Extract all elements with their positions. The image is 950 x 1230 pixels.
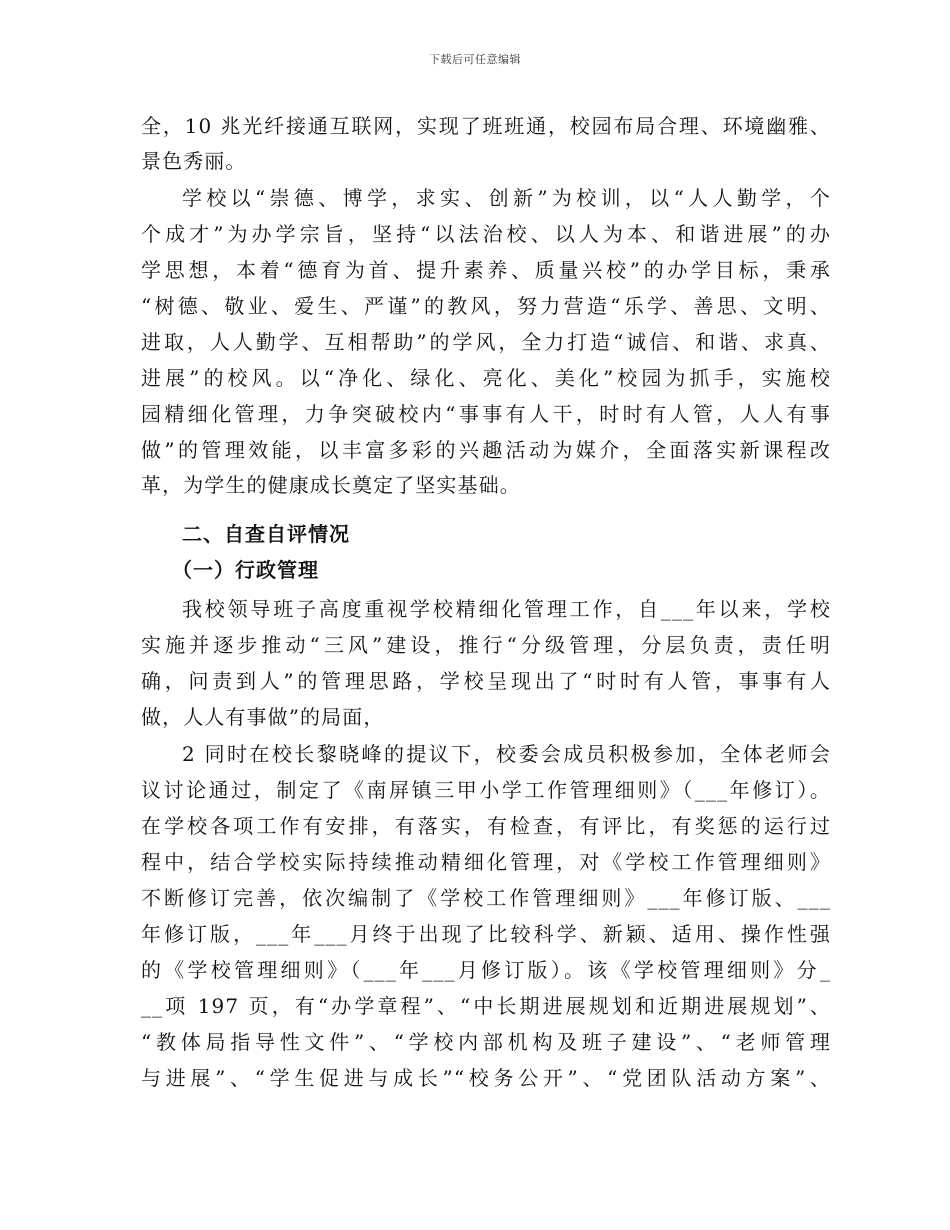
body-line: 年修订版，___年___月终于出现了比较科学、新颖、适用、操作性强: [141, 922, 831, 946]
body-line: 与进展”、“学生促进与成长”“校务公开”、“党团队活动方案”、: [141, 1066, 831, 1090]
body-line: 实施并逐步推动“三风”建设，推行“分级管理，分层负责，责任明: [141, 633, 831, 657]
body-line: 园精细化管理，力争突破校内“事事有人干，时时有人管，人人有事: [141, 402, 831, 426]
body-line: “教体局指导性文件”、“学校内部机构及班子建设”、“老师管理: [141, 1030, 831, 1054]
body-line: 不断修订完善，依次编制了《学校工作管理细则》___年修订版、___: [141, 886, 831, 910]
page-header: 下载后可任意编辑: [429, 53, 521, 66]
body-line: 学思想，本着“德育为首、提升素养、质量兴校”的办学目标，秉承: [141, 258, 831, 282]
body-line: 确，问责到人”的管理思路，学校呈现出了“时时有人管，事事有人: [141, 669, 831, 693]
paragraph-first-line: 我校领导班子高度重视学校精细化管理工作，自___年以来，学校: [182, 597, 831, 621]
body-line: 程中，结合学校实际持续推动精细化管理，对《学校工作管理细则》: [141, 850, 831, 874]
body-line: 景色秀丽。: [141, 149, 247, 173]
section-heading: 二、自查自评情况: [182, 522, 350, 546]
body-line: 的《学校管理细则》（___年___月修订版）。该《学校管理细则》分_: [141, 958, 831, 982]
body-line: 做”的管理效能，以丰富多彩的兴趣活动为媒介，全面落实新课程改: [141, 438, 831, 462]
body-line: 议讨论通过，制定了《南屏镇三甲小学工作管理细则》（___年修订）。: [141, 778, 831, 802]
paragraph-first-line: 2 同时在校长黎晓峰的提议下，校委会成员积极参加，全体老师会: [182, 742, 831, 766]
body-line: 做，人人有事做”的局面，: [141, 705, 385, 729]
subsection-heading: （一）行政管理: [172, 558, 319, 582]
paragraph-first-line: 学校以“崇德、博学，求实、创新”为校训，以“人人勤学，个: [182, 186, 831, 210]
body-line: __项 197 页，有“办学章程”、“中长期进展规划和近期进展规划”、: [141, 994, 831, 1018]
body-line: 全，10 兆光纤接通互联网，实现了班班通，校园布局合理、环境幽雅、: [141, 114, 831, 138]
body-line: 在学校各项工作有安排，有落实，有检查，有评比，有奖惩的运行过: [141, 814, 831, 838]
body-line: 进展”的校风。以“净化、绿化、亮化、美化”校园为抓手，实施校: [141, 366, 831, 390]
body-line: “树德、敬业、爱生、严谨”的教风，努力营造“乐学、善思、文明、: [141, 294, 831, 318]
body-line: 个成才”为办学宗旨，坚持“以法治校、以人为本、和谐进展”的办: [141, 222, 831, 246]
body-line: 进取，人人勤学、互相帮助”的学风，全力打造“诚信、和谐、求真、: [141, 330, 831, 354]
body-line: 革，为学生的健康成长奠定了坚实基础。: [141, 473, 521, 497]
